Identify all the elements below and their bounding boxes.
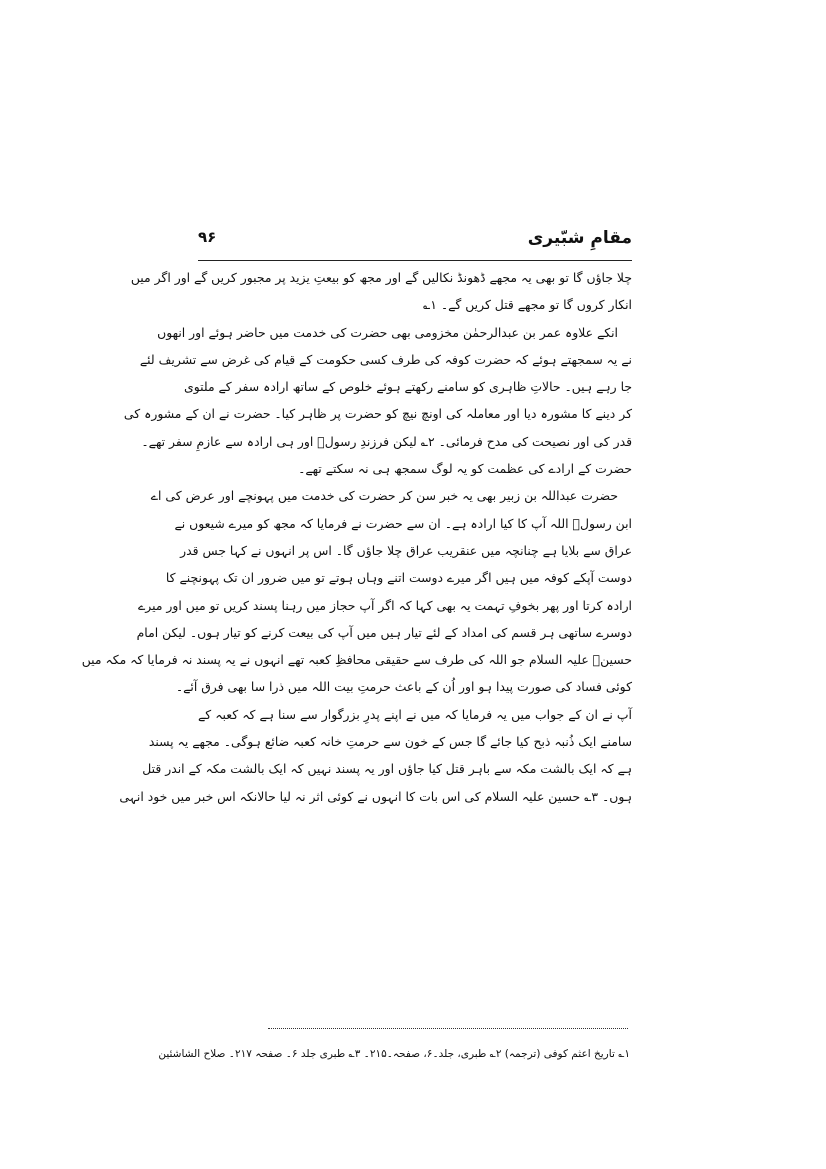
text-line: ہے کہ ایک بالشت مکہ سے باہر قتل کیا جاؤں اور یہ پسند نہیں کہ ایک بالشت مکہ کے اندر قتل — [142, 761, 632, 777]
text-line: چلا جاؤں گا تو بھی یہ مجھے ڈھونڈ نکالیں گے اور مجھ کو بیعتِ یزید پر مجبور کریں گے اور اگر میں — [130, 270, 632, 285]
body-text — [81, 264, 632, 810]
text-line: دوسرے ساتھی ہر قسم کی امداد کے لئے تیار ہیں میں آپ کی بیعت کرنے کو تیار ہوں۔ لیکن امام — [136, 624, 632, 640]
text-line: سامنے ایک ذُنبہ ذبح کیا جائے گا جس کے خون سے حرمتِ خانہ کعبہ ضائع ہوگی۔ مجھے یہ پسند — [148, 734, 632, 750]
text-line: انکار کروں گا تو مجھے قتل کریں گے۔ ۱؎ — [423, 297, 632, 313]
footnotes: ۱؎ تاریخ اعثم کوفی (ترجمہ) ۲؎ طبری، جلد۔۶، صفحہ۔۲۱۵۔ ۳؎ طبری جلد ۶۔ صفحہ ۲۱۷۔ صلاح الشاشئین — [158, 1048, 630, 1060]
text-line: کر دینے کا مشورہ دیا اور معاملہ کی اونچ نیچ کو حضرت پر ظاہر کیا۔ حضرت نے ان کے مشورہ کی — [123, 406, 632, 422]
text-line: دوست آپکے کوفہ میں ہیں اگر میرے دوست اتنے وہاں ہوتے تو میں ضرور ان تک پہونچنے کا — [165, 570, 632, 586]
text-line: ہوں۔ ۳؎ حسین علیہ السلام کی اس بات کا انہوں نے کوئی اثر نہ لیا حالانکہ اس خبر میں خود انہی — [119, 788, 632, 804]
text-line: نے یہ سمجھتے ہوئے کہ حضرت کوفہ کی طرف کسی حکومت کے قیام کی غرض سے تشریف لئے — [139, 351, 632, 367]
page-header — [198, 226, 632, 261]
text-line: ابن رسولؐ اللہ آپ کا کیا ارادہ ہے۔ ان سے حضرت نے فرمایا کہ مجھ کو میرے شیعوں نے — [174, 515, 632, 531]
text-line: ارادہ کرتا اور پھر بخوفِ تہمت یہ بھی کہا کہ اگر آپ حجاز میں رہنا پسند کریں تو میں اور میرے — [138, 597, 632, 613]
text-line: انکے علاوہ عمر بن عبدالرحمٰن مخزومی بھی حضرت کی خدمت میں حاضر ہوئے اور انھوں — [157, 324, 618, 340]
footnote-separator — [268, 1028, 628, 1029]
text-line: حسینؑ علیہ السلام جو اللہ کی طرف سے حقیقی محافظِ کعبہ تھے انہوں نے یہ پسند نہ فرمایا کہ مکہ میں — [81, 652, 632, 668]
text-line: حضرت کے ارادے کی عظمت کو یہ لوگ سمجھ ہی نہ سکتے تھے۔ — [298, 461, 632, 477]
text-line: حضرت عبداللہ بن زبیر بھی یہ خبر سن کر حضرت کی خدمت میں پہونچے اور عرض کی اے — [150, 488, 618, 504]
text-line: کوئی فساد کی صورت پیدا ہو اور اُن کے باعث حرمتِ بیت اللہ میں ذرا سا بھی فرق آئے۔ — [175, 679, 632, 695]
text-line: آپ نے ان کے جواب میں یہ فرمایا کہ میں نے اپنے پدرِ بزرگوار سے سنا ہے کہ کعبہ کے — [198, 706, 632, 722]
page-number: ۹۶ — [198, 228, 217, 246]
text-line: عراق سے بلایا ہے چنانچہ میں عنقریب عراق چلا جاؤں گا۔ اس پر انہوں نے کہا جس قدر — [180, 542, 632, 558]
text-line: قدر کی اور نصیحت کی مدح فرمائی۔ ۲؎ لیکن فرزندِ رسولؐ اور ہی ارادہ سے عازمِ سفر تھے۔ — [141, 433, 632, 449]
running-title: مقامِ شبّیری — [527, 228, 632, 248]
text-line: جا رہے ہیں۔ حالاتِ ظاہری کو سامنے رکھتے ہوئے خلوص کے ساتھ ارادہ سفر کے ملتوی — [184, 379, 632, 395]
